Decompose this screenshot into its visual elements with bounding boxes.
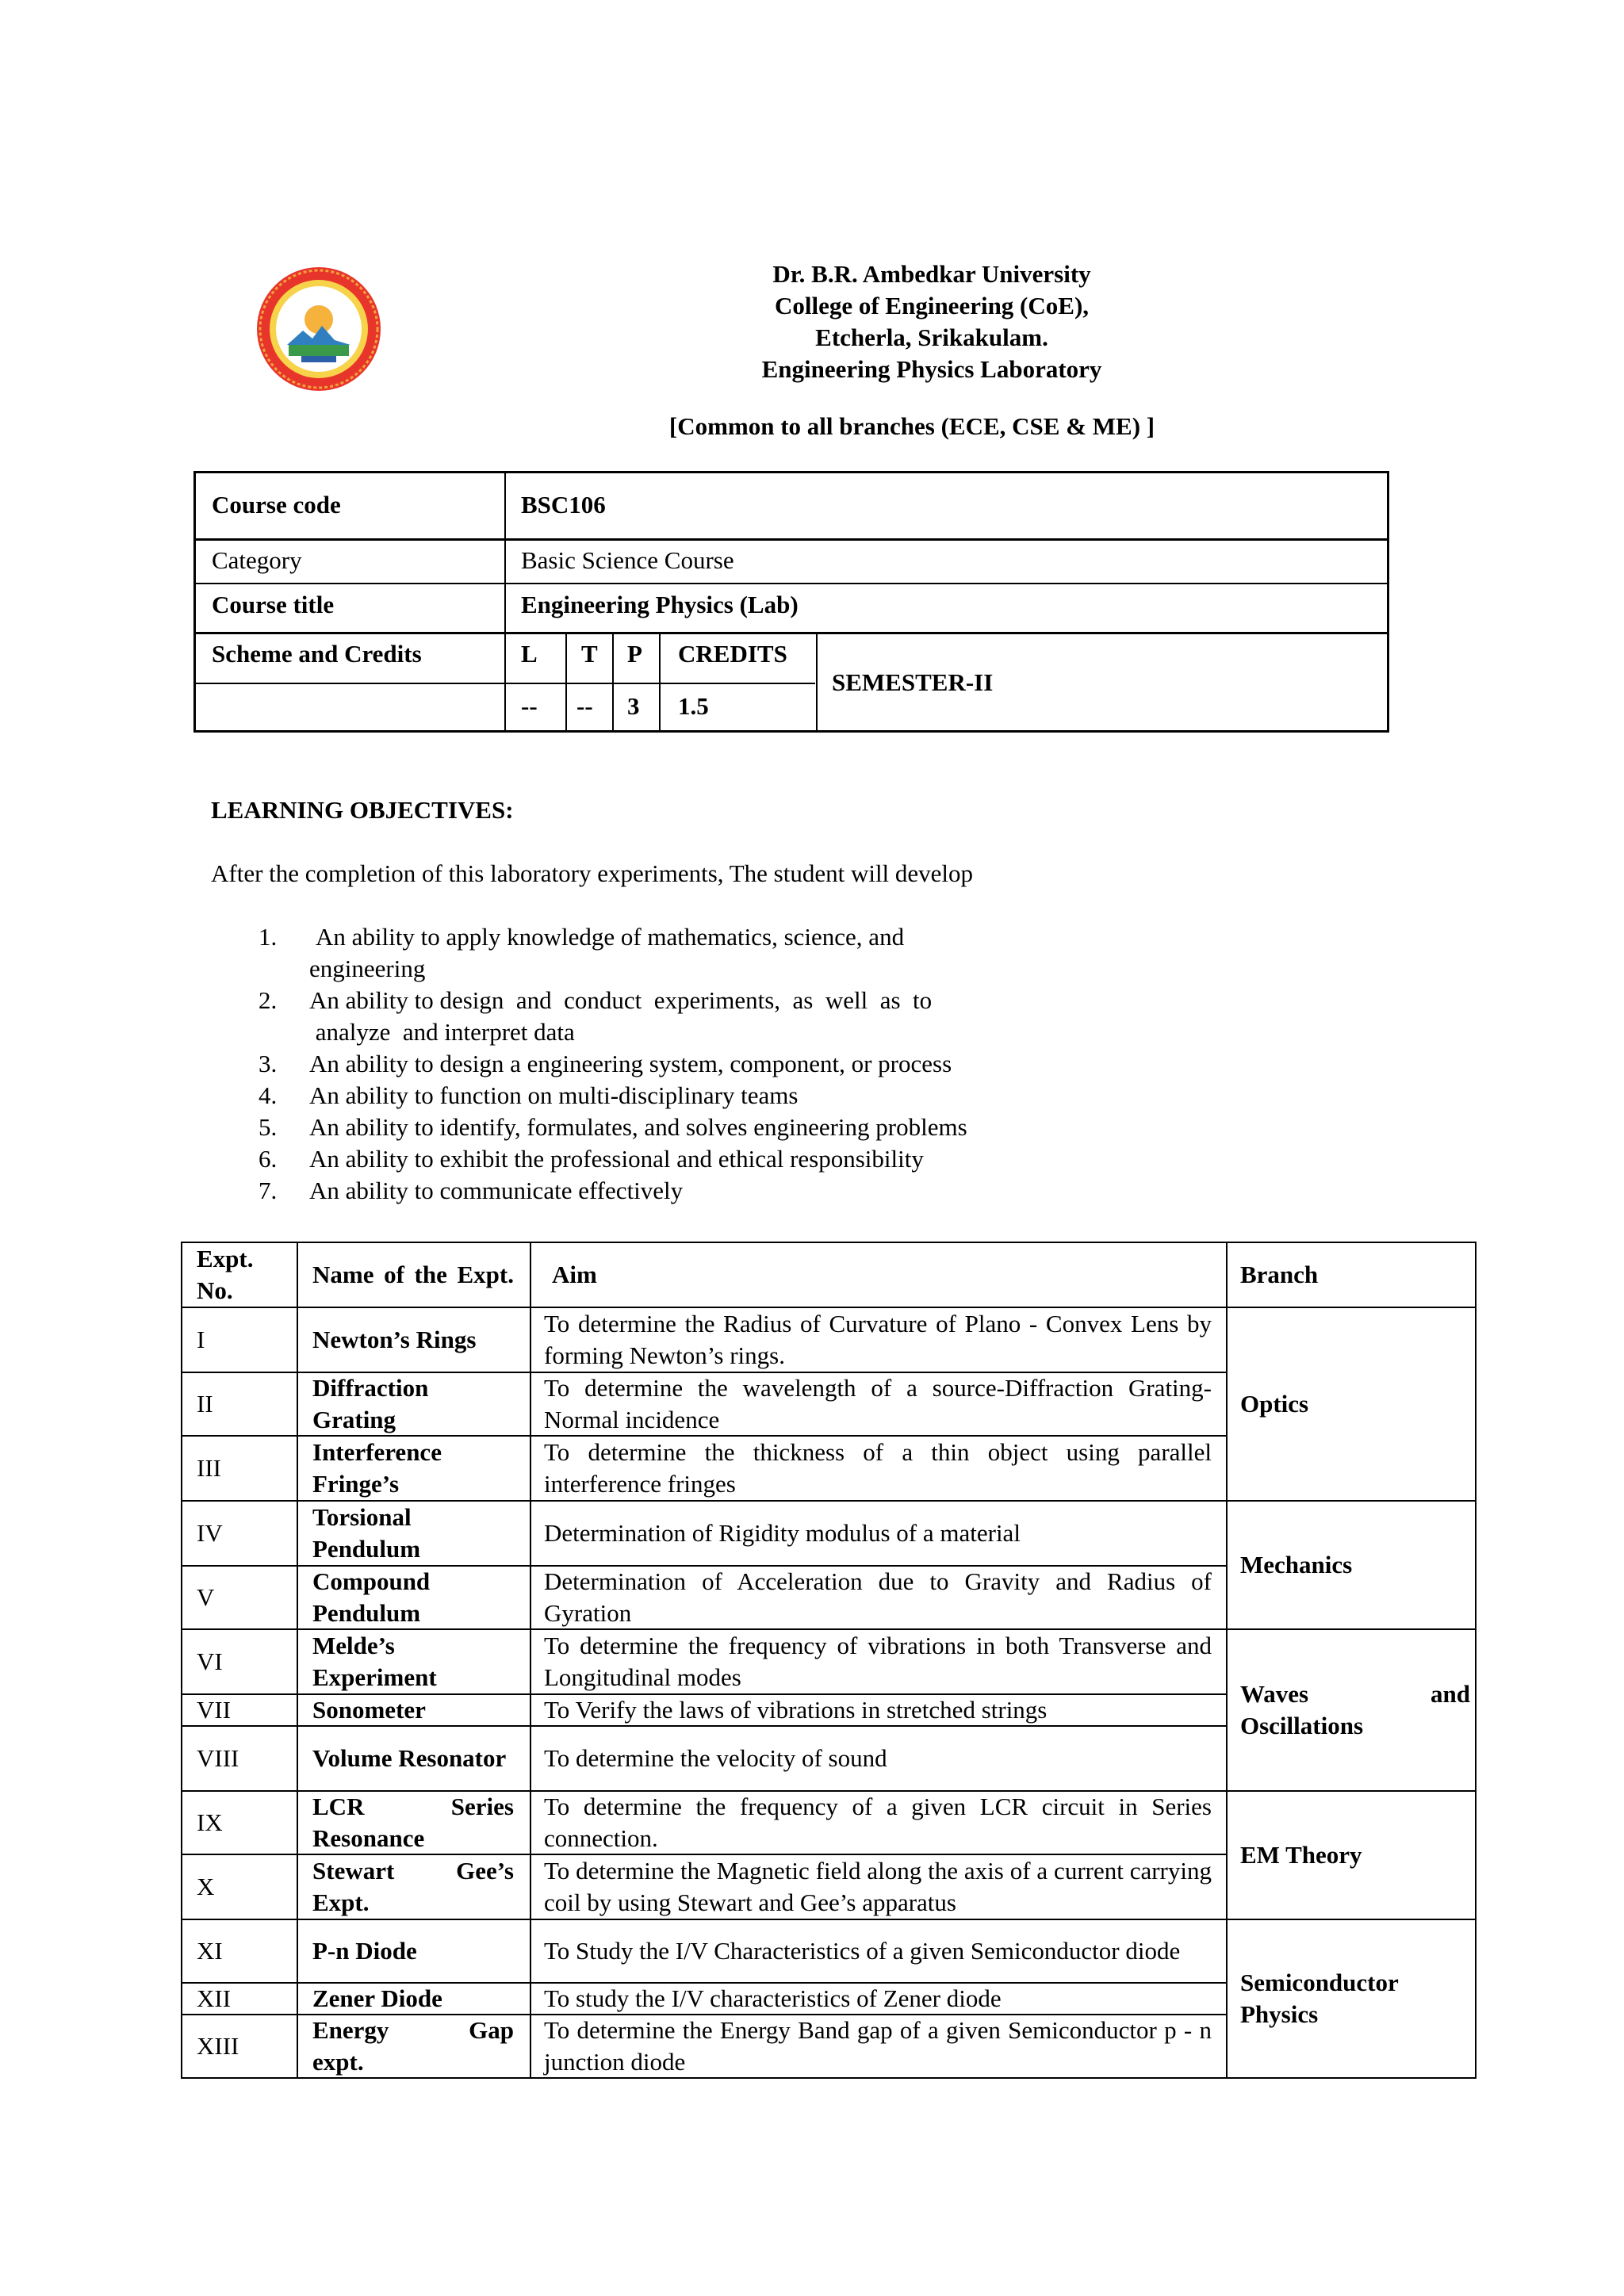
col-divider <box>530 1243 531 2077</box>
course-title-label: Course title <box>212 591 335 618</box>
list-item <box>259 1112 1131 1143</box>
col-divider <box>659 632 661 730</box>
table-row-no: VII <box>197 1696 232 1724</box>
table-row-aim: To determine the Magnetic field along the axis of a current carrying coil by using Stewart and Gee’s apparatus <box>544 1857 1212 1916</box>
table-row-aim: To determine the thickness of a thin object using parallel interference fringes <box>544 1438 1212 1498</box>
list-item <box>259 1080 1131 1112</box>
table-row-no: V <box>197 1583 215 1611</box>
table-row-no: X <box>197 1873 215 1900</box>
table-row-name: Newton’s Rings <box>312 1326 477 1353</box>
table-row-aim: To determine the frequency of a given LCR circuit in Series connection. <box>544 1793 1212 1852</box>
table-row-name: Compound Pendulum <box>312 1567 431 1627</box>
category-label: Category <box>212 546 302 574</box>
col-divider <box>612 632 614 730</box>
tutorial-value: -- <box>576 692 593 720</box>
semester-label: SEMESTER-II <box>832 668 994 696</box>
list-item <box>259 921 1131 985</box>
branch-mechanics: Mechanics <box>1240 1551 1353 1578</box>
table-row-no: IV <box>197 1519 223 1547</box>
col-divider <box>1226 1243 1228 2077</box>
col-header-branch: Branch <box>1240 1261 1319 1288</box>
table-row-name: Torsional Pendulum <box>312 1503 421 1563</box>
tutorial-header: T <box>581 640 598 668</box>
col-divider <box>504 473 506 730</box>
table-row-name: Diffraction Grating <box>312 1374 429 1433</box>
table-row-no: XII <box>197 1984 232 2012</box>
credits-value: 1.5 <box>678 692 709 720</box>
table-row-aim: To Study the I/V Characteristics of a given Semiconductor diode <box>544 1937 1181 1965</box>
table-row-no: VI <box>197 1647 223 1675</box>
table-row-aim: To Verify the laws of vibrations in stretched strings <box>544 1696 1048 1724</box>
row-divider <box>196 538 1387 541</box>
scheme-credits-label: Scheme and Credits <box>212 640 422 668</box>
table-row-aim: To study the I/V characteristics of Zener diode <box>544 1984 1002 2012</box>
col-header-no: Expt. No. <box>197 1245 254 1304</box>
list-number: 3. <box>259 1050 278 1077</box>
document-header <box>634 258 1229 385</box>
list-text: An ability to communicate effectively <box>309 1177 684 1204</box>
list-text: An ability to identify, formulates, and solves engineering problems <box>309 1113 967 1141</box>
table-row-no: I <box>197 1326 205 1353</box>
branch-em-theory: EM Theory <box>1240 1841 1362 1869</box>
list-number: 2. <box>259 986 278 1014</box>
list-number: 4. <box>259 1081 278 1109</box>
table-row-name: Stewart Gee’s Expt. <box>312 1857 514 1916</box>
table-row-aim: Determination of Rigidity modulus of a material <box>544 1519 1021 1547</box>
list-number: 7. <box>259 1177 278 1204</box>
practical-header: P <box>627 640 642 668</box>
course-title-value: Engineering Physics (Lab) <box>521 591 799 618</box>
list-number: 1. <box>259 923 278 951</box>
list-text: analyze and interpret data <box>309 1018 575 1046</box>
table-row-aim: To determine the wavelength of a source-Diffraction Grating-Normal incidence <box>544 1374 1212 1433</box>
table-row-name: Sonometer <box>312 1696 426 1724</box>
row-divider <box>504 683 815 684</box>
list-text: engineering <box>309 955 426 982</box>
col-header-name: Name of the Expt. <box>312 1261 514 1288</box>
learning-objectives-title: LEARNING OBJECTIVES: <box>211 796 514 824</box>
experiments-table <box>181 1242 1477 2079</box>
table-row-name: Melde’s Experiment <box>312 1632 437 1691</box>
table-row-aim: To determine the velocity of sound <box>544 1744 887 1772</box>
table-row-name: Interference Fringe’s <box>312 1438 442 1498</box>
col-divider <box>816 632 818 730</box>
practical-value: 3 <box>627 692 640 720</box>
row-divider <box>196 632 1387 634</box>
course-code-value: BSC106 <box>521 491 606 519</box>
col-divider <box>565 632 567 730</box>
credits-header: CREDITS <box>678 640 787 668</box>
table-row-no: XI <box>197 1937 223 1965</box>
list-number: 6. <box>259 1145 278 1173</box>
list-item <box>259 1143 1131 1175</box>
table-row-aim: To determine the Energy Band gap of a given Semiconductor p - n junction diode <box>544 2016 1212 2076</box>
table-row-name: LCR Series Resonance <box>312 1793 514 1852</box>
list-text: An ability to design and conduct experiments, as well as to <box>309 986 933 1014</box>
table-row-name: Volume Resonator <box>312 1744 507 1772</box>
row-divider <box>196 683 504 684</box>
table-row-name: Energy Gap expt. <box>312 2016 514 2076</box>
col-header-aim: Aim <box>552 1261 597 1288</box>
table-row-no: III <box>197 1454 221 1482</box>
table-row-name: Zener Diode <box>312 1984 442 2012</box>
objectives-list <box>259 921 1131 1207</box>
list-text: An ability to apply knowledge of mathematics, science, and <box>316 923 905 951</box>
lecture-header: L <box>521 640 538 668</box>
list-item <box>259 1175 1131 1207</box>
col-divider <box>297 1243 298 2077</box>
college-location: Etcherla, Srikakulam. <box>815 323 1048 351</box>
college-name: College of Engineering (CoE), <box>774 292 1090 320</box>
row-divider <box>196 583 1387 584</box>
table-row-name: P-n Diode <box>312 1937 417 1965</box>
list-text: An ability to function on multi-disciplinary teams <box>309 1081 799 1109</box>
list-text: An ability to exhibit the professional and ethical responsibility <box>309 1145 924 1173</box>
university-name: Dr. B.R. Ambedkar University <box>772 260 1091 288</box>
list-number: 5. <box>259 1113 278 1141</box>
university-seal-logo <box>255 266 382 392</box>
branch-optics: Optics <box>1240 1390 1309 1418</box>
common-branches-note: [Common to all branches (ECE, CSE & ME) ] <box>668 412 1155 440</box>
list-item <box>259 985 1131 1048</box>
course-code-label: Course code <box>212 491 341 519</box>
table-row-aim: To determine the Radius of Curvature of Plano - Convex Lens by forming Newton’s rings. <box>544 1310 1212 1369</box>
lecture-value: -- <box>521 692 538 720</box>
list-item <box>259 1048 1131 1080</box>
learning-objectives-intro: After the completion of this laboratory experiments, The student will develop <box>211 859 974 887</box>
lab-name: Engineering Physics Laboratory <box>761 355 1102 383</box>
branch-semiconductor: Semiconductor Physics <box>1240 1969 1399 2028</box>
course-details-table <box>193 471 1389 733</box>
branch-waves: Waves and Oscillations <box>1240 1680 1470 1739</box>
table-row-aim: To determine the frequency of vibrations in both Transverse and Longitudinal modes <box>544 1632 1212 1691</box>
table-row-no: VIII <box>197 1744 239 1772</box>
table-row-aim: Determination of Acceleration due to Gravity and Radius of Gyration <box>544 1567 1212 1627</box>
category-value: Basic Science Course <box>521 546 734 574</box>
list-text: An ability to design a engineering system, component, or process <box>309 1050 952 1077</box>
table-row-no: IX <box>197 1808 223 1836</box>
table-row-no: XIII <box>197 2032 239 2060</box>
table-row-no: II <box>197 1390 213 1418</box>
